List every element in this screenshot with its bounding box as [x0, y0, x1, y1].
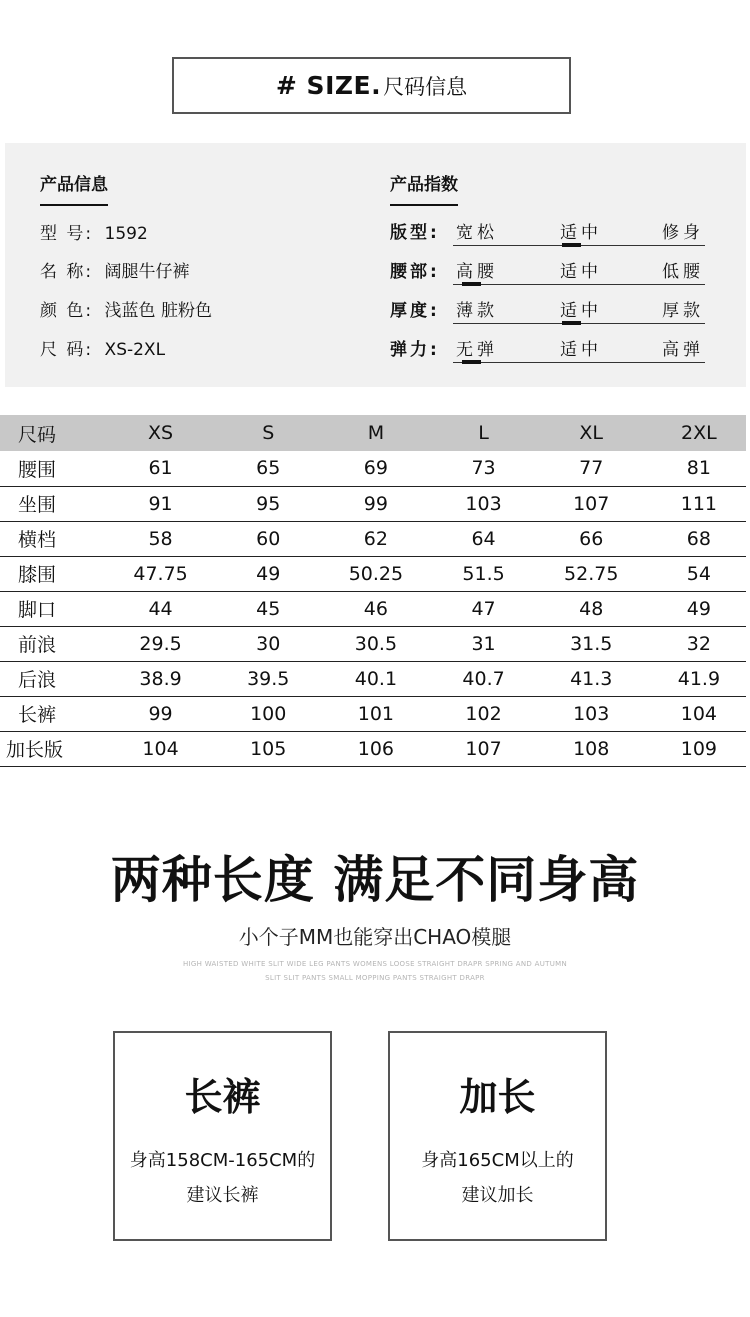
- column-header: 2XL: [652, 415, 746, 451]
- table-cell: 91: [100, 486, 221, 521]
- product-info-panel: [5, 143, 746, 387]
- index-marker: [562, 243, 581, 247]
- index-option: 适中: [560, 340, 602, 360]
- table-cell: 104: [652, 696, 746, 731]
- card-desc-line: 建议加长: [461, 1185, 534, 1206]
- spec-label: 尺 码:: [40, 340, 94, 360]
- column-header: XL: [531, 415, 652, 451]
- table-cell: 65: [221, 451, 315, 486]
- size-header: [172, 57, 571, 114]
- size-chart-table: [0, 415, 746, 767]
- column-header: XS: [100, 415, 221, 451]
- table-row: [0, 626, 746, 661]
- table-row: [0, 731, 746, 766]
- spec-value: 阔腿牛仔裤: [104, 262, 190, 282]
- table-cell: 52.75: [531, 556, 652, 591]
- row-header: 长裤: [0, 696, 100, 731]
- size-table-header-row: [0, 415, 746, 451]
- table-cell: 61: [100, 451, 221, 486]
- table-cell: 58: [100, 521, 221, 556]
- card-title: 长裤: [184, 1075, 261, 1119]
- table-row: [0, 591, 746, 626]
- index-marker: [462, 360, 481, 364]
- size-title-cn: 尺码信息: [383, 74, 468, 99]
- index-option: 薄款: [456, 301, 498, 321]
- index-option: 高腰: [456, 262, 498, 282]
- index-label: 厚度:: [390, 301, 440, 321]
- row-header: 后浪: [0, 661, 100, 696]
- row-header: 膝围: [0, 556, 100, 591]
- table-cell: 106: [315, 731, 436, 766]
- table-cell: 101: [315, 696, 436, 731]
- table-cell: 66: [531, 521, 652, 556]
- table-cell: 29.5: [100, 626, 221, 661]
- spec-row-name: [40, 257, 190, 282]
- row-header: 加长版: [0, 731, 100, 766]
- table-cell: 111: [652, 486, 746, 521]
- index-option: 适中: [560, 223, 602, 243]
- table-cell: 41.9: [652, 661, 746, 696]
- table-row: [0, 486, 746, 521]
- table-cell: 77: [531, 451, 652, 486]
- table-cell: 38.9: [100, 661, 221, 696]
- index-option: 适中: [560, 301, 602, 321]
- column-header: S: [221, 415, 315, 451]
- card-desc-line: 身高158CM-165CM的: [129, 1150, 316, 1171]
- table-cell: 30.5: [315, 626, 436, 661]
- index-track: [453, 362, 705, 363]
- index-marker: [462, 282, 481, 286]
- spec-label: 颜 色:: [40, 301, 94, 321]
- card-desc-line: 身高165CM以上的: [421, 1150, 574, 1171]
- index-row-fit: [390, 218, 710, 248]
- table-row: [0, 661, 746, 696]
- table-cell: 109: [652, 731, 746, 766]
- table-row: [0, 696, 746, 731]
- table-cell: 81: [652, 451, 746, 486]
- spec-row-model: [40, 219, 148, 244]
- table-cell: 99: [315, 486, 436, 521]
- promo-subtitle: 小个子MM也能穿出CHAO模腿: [238, 925, 512, 949]
- table-cell: 69: [315, 451, 436, 486]
- column-header: 尺码: [0, 415, 100, 451]
- size-title-en: # SIZE.: [275, 71, 382, 100]
- table-cell: 30: [221, 626, 315, 661]
- index-option: 适中: [560, 262, 602, 282]
- table-cell: 100: [221, 696, 315, 731]
- table-cell: 32: [652, 626, 746, 661]
- table-cell: 49: [221, 556, 315, 591]
- index-label: 弹力:: [390, 340, 440, 360]
- table-cell: 39.5: [221, 661, 315, 696]
- table-cell: 47: [436, 591, 530, 626]
- index-label: 版型:: [390, 223, 440, 243]
- table-cell: 46: [315, 591, 436, 626]
- table-cell: 95: [221, 486, 315, 521]
- table-row: [0, 521, 746, 556]
- table-cell: 104: [100, 731, 221, 766]
- card-title: 加长: [459, 1075, 536, 1119]
- table-row: [0, 451, 746, 486]
- length-card-regular: [113, 1031, 332, 1241]
- row-header: 腰围: [0, 451, 100, 486]
- table-cell: 103: [436, 486, 530, 521]
- table-cell: 99: [100, 696, 221, 731]
- index-row-waist: [390, 257, 710, 287]
- product-info-heading: 产品信息: [40, 170, 108, 206]
- table-cell: 40.7: [436, 661, 530, 696]
- index-option: 厚款: [662, 301, 704, 321]
- row-header: 脚口: [0, 591, 100, 626]
- promo-english-line: HIGH WAISTED WHITE SLIT WIDE LEG PANTS WOMENS LOOSE STRAIGHT DRAPR SPRING AND AUTUMN: [182, 960, 568, 968]
- card-desc-line: 建议长裤: [186, 1185, 259, 1206]
- table-cell: 105: [221, 731, 315, 766]
- table-cell: 51.5: [436, 556, 530, 591]
- index-row-stretch: [390, 335, 710, 365]
- index-option: 低腰: [662, 262, 704, 282]
- promo-title: 两种长度 满足不同身高: [110, 851, 640, 909]
- column-header: M: [315, 415, 436, 451]
- index-row-thickness: [390, 296, 710, 326]
- spec-row-color: [40, 296, 212, 321]
- table-cell: 107: [531, 486, 652, 521]
- table-cell: 62: [315, 521, 436, 556]
- table-cell: 108: [531, 731, 652, 766]
- table-cell: 47.75: [100, 556, 221, 591]
- product-index-heading: 产品指数: [390, 170, 458, 206]
- row-header: 坐围: [0, 486, 100, 521]
- table-cell: 50.25: [315, 556, 436, 591]
- promo-english-line: SLIT SLIT PANTS SMALL MOPPING PANTS STRAIGHT DRAPR: [265, 974, 485, 982]
- table-cell: 103: [531, 696, 652, 731]
- spec-value: 浅蓝色 脏粉色: [104, 301, 212, 321]
- index-option: 无弹: [456, 340, 498, 360]
- table-cell: 44: [100, 591, 221, 626]
- index-option: 高弹: [662, 340, 704, 360]
- table-cell: 49: [652, 591, 746, 626]
- spec-value: 1592: [104, 224, 148, 244]
- table-cell: 73: [436, 451, 530, 486]
- table-cell: 60: [221, 521, 315, 556]
- table-row: [0, 556, 746, 591]
- table-cell: 45: [221, 591, 315, 626]
- index-marker: [562, 321, 581, 325]
- table-cell: 31.5: [531, 626, 652, 661]
- row-header: 横档: [0, 521, 100, 556]
- table-cell: 54: [652, 556, 746, 591]
- table-cell: 31: [436, 626, 530, 661]
- row-header: 前浪: [0, 626, 100, 661]
- table-cell: 102: [436, 696, 530, 731]
- column-header: L: [436, 415, 530, 451]
- spec-label: 名 称:: [40, 262, 94, 282]
- index-option: 修身: [662, 223, 704, 243]
- index-label: 腰部:: [390, 262, 440, 282]
- index-track: [453, 284, 705, 285]
- card-description: [390, 1143, 605, 1213]
- table-cell: 41.3: [531, 661, 652, 696]
- table-cell: 64: [436, 521, 530, 556]
- table-cell: 68: [652, 521, 746, 556]
- spec-value: XS-2XL: [104, 340, 166, 360]
- card-description: [115, 1143, 330, 1213]
- spec-label: 型 号:: [40, 224, 94, 244]
- table-cell: 40.1: [315, 661, 436, 696]
- table-cell: 48: [531, 591, 652, 626]
- spec-row-size: [40, 335, 165, 360]
- index-option: 宽松: [456, 223, 498, 243]
- table-cell: 107: [436, 731, 530, 766]
- length-card-extended: [388, 1031, 607, 1241]
